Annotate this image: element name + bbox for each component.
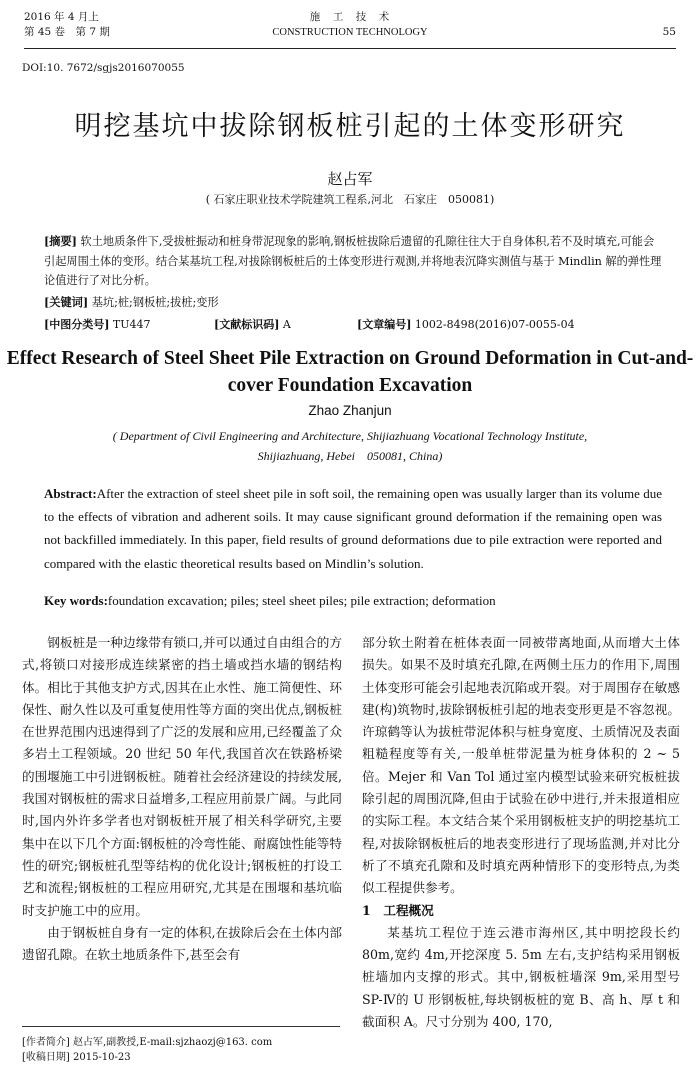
section-heading: 1 工程概况 bbox=[362, 902, 434, 918]
author-en: Zhao Zhanjun bbox=[308, 403, 392, 418]
abstract-cn-text: 软土地质条件下,受拔桩振动和桩身带泥现象的影响,钢板桩拔除后遗留的孔隙往往大于自身体积,若不及时填充,可能会引起周围土体的变形。结合某基坑工程,对拔除钢板桩后的土体变形进行观测,并将地表沉降实测值与基于 Mindlin 解的弹性理论值进行了对比分析。 bbox=[44, 235, 662, 287]
abstract-en-text: After the extraction of steel sheet pile in soft soil, the remaining open was usually larger than its volume due to the effects of vibration and adherent soils. It may cause significant ground deformation if the remaining open was not backfilled immediately. In this paper, field results of ground deformations due to pile extraction were reported and compared with the elastic theoretical results based on Mindlin’s solution. bbox=[44, 486, 662, 571]
header-center bbox=[24, 10, 676, 40]
abstract-en-label: Abstract: bbox=[44, 486, 97, 501]
keywords-cn-text: 基坑;桩;钢板桩;拔桩;变形 bbox=[91, 296, 219, 309]
body-paragraph: 钢板桩是一种边缘带有锁口,并可以通过自由组合的方式,将锁口对接形成连续紧密的挡土墙或挡水墙的钢结构体。相比于其他支护方式,因其在止水性、施工简便性、环保性、耐久性以及可重复使用性等方面的突出优点,钢板桩在世界范围内迅速得到了广泛的发展和应用,已经覆盖了众多岩土工程领域。20 世纪 50 年代,我国首次在铁路桥梁的围堰施工中引进钢板桩。随着社会经济建设的持续发展,我国对钢板桩的需求日益增多,工程应用前景广阔。与此同时,国内外许多学者也对钢板桩开展了相关科学研究,主要集中在以下几个方面:钢板桩的冷弯性能、耐腐蚀性能等特性的研究;钢板桩孔型等结构的优化设计;钢板桩的打设工艺和流程;钢板桩的工程应用研究,尤其是在围堰和基坑临时支护施工中的应用。 bbox=[22, 635, 342, 918]
footnote bbox=[22, 1026, 340, 1065]
article-number-value: 1002-8498(2016)07-0055-04 bbox=[414, 318, 575, 331]
doi: DOI:10. 7672/sgjs2016070055 bbox=[22, 62, 185, 74]
received-date: [收稿日期] 2015-10-23 bbox=[22, 1052, 131, 1063]
body-paragraph: 某基坑工程位于连云港市海州区,其中明挖段长约 80m,宽约 4m,开挖深度 5. 5m 左右,支护结构采用钢板桩墙加内支撑的形式。其中,钢板桩墙深 9m,采用型号 SP-Ⅳ的 U 形钢板桩,每块钢板桩的宽 B、高 h、厚 t 和截面积 A。尺寸分别为 400, 170, bbox=[362, 924, 680, 1030]
title-en: Effect Research of Steel Sheet Pile Extraction on Ground Deformation in Cut-and-cover Foundation Excavation bbox=[6, 348, 694, 396]
abstract-cn-label: [摘要] bbox=[44, 234, 77, 248]
page-header bbox=[24, 8, 676, 49]
article-number-label: [文章编号] bbox=[357, 318, 412, 331]
keywords-en-label: Key words: bbox=[44, 593, 108, 608]
class-number-value: TU447 bbox=[112, 318, 151, 331]
document-code bbox=[214, 316, 291, 332]
body-paragraph: 由于钢板桩自身有一定的体积,在拔除后会在土体内部遗留孔隙。在软土地质条件下,甚至会有 bbox=[22, 924, 342, 963]
header-journal-en: CONSTRUCTION TECHNOLOGY bbox=[272, 27, 428, 38]
author-bio: [作者简介] 赵占军,副教授,E-mail:sjzhaozj@163. com bbox=[22, 1037, 273, 1048]
header-date: 2016 年 4 月上 bbox=[24, 11, 99, 23]
affiliation-cn: ( 石家庄职业技术学院建筑工程系,河北 石家庄 050081) bbox=[205, 193, 495, 206]
keywords-en-text: foundation excavation; piles; steel sheet piles; pile extraction; deformation bbox=[107, 593, 496, 608]
header-volume: 第 45 卷 第 7 期 bbox=[24, 26, 110, 38]
document-code-value: A bbox=[282, 318, 291, 331]
class-number-label: [中图分类号] bbox=[44, 318, 110, 331]
keywords-cn bbox=[44, 293, 662, 313]
abstract-en bbox=[44, 482, 662, 575]
body-right-column bbox=[362, 632, 680, 1033]
header-page-number: 55 bbox=[662, 26, 676, 38]
author-cn: 赵占军 bbox=[327, 170, 373, 188]
class-number bbox=[44, 316, 151, 332]
header-journal-cn: 施 工 技 术 bbox=[309, 11, 391, 23]
document-code-label: [文献标识码] bbox=[214, 318, 280, 331]
title-cn: 明挖基坑中拔除钢板桩引起的土体变形研究 bbox=[74, 111, 626, 142]
body-paragraph: 部分软土附着在桩体表面一同被带离地面,从而增大土体损失。如果不及时填充孔隙,在两侧土压力的作用下,周围土体变形可能会引起地表沉陷或开裂。对于周围存在敏感建(构)筑物时,拔除钢板桩引起的地表变形更是不容忽视。许琼鹤等认为拔桩带泥体积与桩身宽度、土质情况及表面粗糙程度等有关,一般单桩带泥量为桩身体积的 2 ~ 5 倍。Mejer 和 Van Tol 通过室内模型试验来研究板桩拔除引起的周围沉降,但由于试验在砂中进行,并未报道相应的实际工程。本文结合某个采用钢板桩支护的明挖基坑工程,对拔除钢板桩后的地表变形进行了现场监测,并对比分析了不填充孔隙和及时填充两种情形下的变形特点,为类似工程提供参考。 bbox=[362, 635, 680, 896]
article-number bbox=[357, 316, 575, 332]
body-left-column bbox=[22, 632, 342, 966]
affiliation-en: ( Department of Civil Engineering and Architecture, Shijiazhuang Vocational Technology Institute, Shijiazhuang, Hebei 050081, China) bbox=[112, 429, 588, 463]
keywords-en bbox=[44, 593, 662, 609]
abstract-cn bbox=[44, 232, 662, 291]
keywords-cn-label: [关键词] bbox=[44, 295, 89, 309]
